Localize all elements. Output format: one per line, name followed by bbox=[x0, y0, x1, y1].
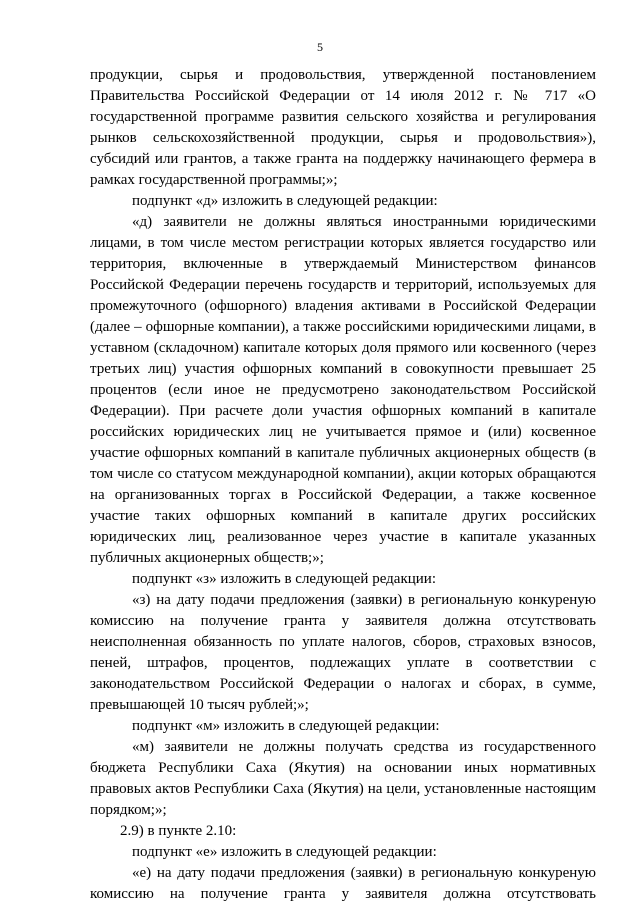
document-body bbox=[90, 65, 596, 905]
text-line: Российской Федерации перечень государств и территорий, используемых для bbox=[90, 277, 596, 293]
text-line: Федерации). При расчете доли участия офшорных компаний в капитале bbox=[90, 403, 596, 419]
text-line: подпункт «з» изложить в следующей редакции: bbox=[132, 571, 436, 587]
text-line: подпункт «д» изложить в следующей редакции: bbox=[132, 193, 438, 209]
text-line: участие таких офшорных компаний в капитале других российских bbox=[90, 508, 596, 524]
text-line: комиссию на получение гранта у заявителя должна отсутствовать bbox=[90, 613, 596, 629]
text-line: уставном (складочном) капитале которых доля прямого или косвенного (через bbox=[90, 340, 596, 356]
page-number: 5 bbox=[317, 40, 323, 54]
text-line: на организованных торгах в Российской Федерации, а также косвенное bbox=[90, 487, 596, 503]
text-line: лицами, в том числе местом регистрации которых является государство или bbox=[90, 235, 596, 251]
text-line: превышающей 10 тысяч рублей;»; bbox=[90, 697, 309, 713]
text-line: рынков сельскохозяйственной продукции, сырья и продовольствия»), bbox=[90, 130, 596, 146]
text-line: комиссию на получение гранта у заявителя должна отсутствовать bbox=[90, 886, 596, 902]
text-line: Правительства Российской Федерации от 14 июля 2012 г. № 717 «О bbox=[90, 88, 596, 104]
text-line: пеней, штрафов, процентов, подлежащих уплате в соответствии с bbox=[90, 655, 596, 671]
text-line: порядком;»; bbox=[90, 802, 167, 818]
text-line: публичных акционерных обществ;»; bbox=[90, 550, 324, 566]
text-line: продукции, сырья и продовольствия, утвержденной постановлением bbox=[90, 67, 596, 83]
text-line: государственной программе развития сельского хозяйства и регулирования bbox=[90, 109, 596, 125]
text-line: российских юридических лиц не учитывается прямое и (или) косвенное bbox=[90, 424, 596, 440]
text-line: подпункт «м» изложить в следующей редакции: bbox=[132, 718, 440, 734]
text-line: «з) на дату подачи предложения (заявки) в региональную конкуреную bbox=[132, 592, 596, 608]
text-line: 2.9) в пункте 2.10: bbox=[120, 823, 237, 839]
text-line: неисполненная обязанность по уплате налогов, сборов, страховых взносов, bbox=[90, 634, 596, 650]
text-line: территория, включенные в утверждаемый Министерством финансов bbox=[90, 256, 596, 272]
text-line: том числе со статусом международной компании), акции которых обращаются bbox=[90, 466, 596, 482]
text-line: «м) заявители не должны получать средства из государственного bbox=[132, 739, 596, 755]
text-line: законодательством Российской Федерации о налогах и сборах, в сумме, bbox=[90, 676, 596, 692]
text-line: рамках государственной программы;»; bbox=[90, 172, 338, 188]
text-line: (далее – офшорные компании), а также российскими юридическими лицами, в bbox=[90, 319, 596, 335]
text-line: промежуточного (офшорного) владения активами в Российской Федерации bbox=[90, 298, 596, 314]
text-line: правовых актов Республики Саха (Якутия) на цели, установленные настоящим bbox=[90, 781, 596, 797]
text-line: «д) заявители не должны являться иностранными юридическими bbox=[132, 214, 596, 230]
text-line: подпункт «е» изложить в следующей редакции: bbox=[132, 844, 437, 860]
text-line: участие офшорных компаний в капитале публичных акционерных обществ (в bbox=[90, 445, 596, 461]
text-line: процентов (если иное не предусмотрено законодательством Российской bbox=[90, 382, 596, 398]
text-line: бюджета Республики Саха (Якутия) на основании иных нормативных bbox=[90, 760, 596, 776]
text-line: «е) на дату подачи предложения (заявки) в региональную конкуреную bbox=[132, 865, 596, 881]
text-line: третьих лиц) участия офшорных компаний в совокупности превышает 25 bbox=[90, 361, 596, 377]
text-line: субсидий или грантов, а также гранта на поддержку начинающего фермера в bbox=[90, 151, 596, 167]
text-line: юридических лиц, реализованное через участие в капитале указанных bbox=[90, 529, 596, 545]
